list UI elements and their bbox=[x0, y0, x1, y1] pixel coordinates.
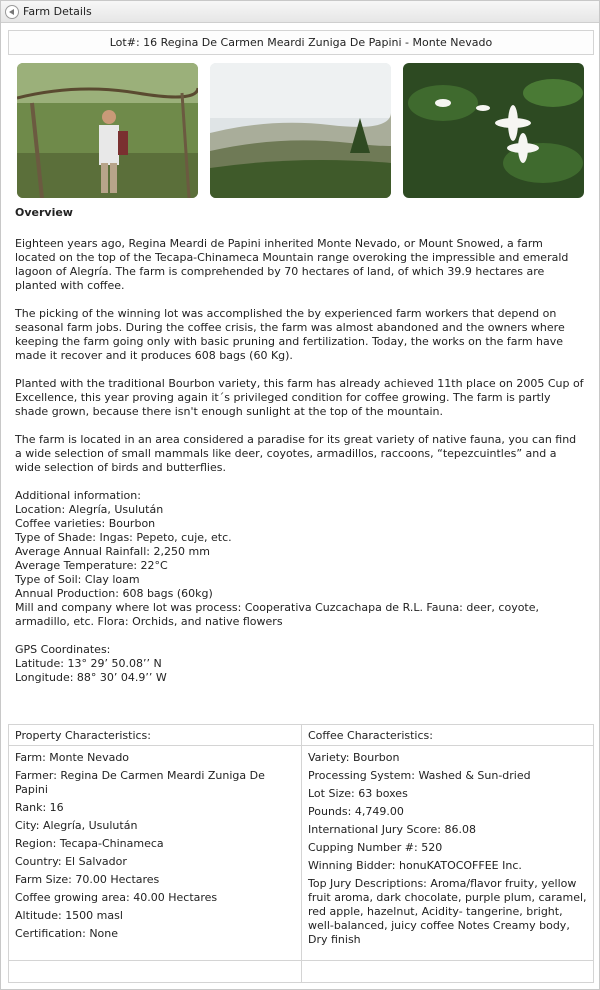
mountain-photo bbox=[210, 63, 391, 198]
coffee-flower-photo bbox=[403, 63, 584, 198]
overview-paragraph: The farm is located in an area considered a paradise for its great variety of native fauna, you can find a wide selection of small mammals like deer, coyotes, armadillos, raccoons, “tepezcuintles” and a wide selection of birds and butterflies. bbox=[15, 433, 577, 474]
gps-line: Latitude: 13° 29’ 50.08’’ N bbox=[15, 657, 162, 670]
additional-info-line: Location: Alegría, Usulután bbox=[15, 503, 164, 516]
additional-info bbox=[15, 489, 585, 601]
overview-section bbox=[15, 206, 585, 685]
additional-info-line: Additional information: bbox=[15, 489, 141, 502]
overview-paragraph: Planted with the traditional Bourbon variety, this farm has already achieved 11th place on 2005 Cup of Excellence, this year proving again it´s privileged condition for coffee growing. The farm is partly shade grown, because there isn't enough sunlight at the top of the mountain. bbox=[15, 377, 584, 418]
overview-heading: Overview bbox=[15, 206, 73, 219]
coffee-row: Processing System: Washed & Sun-dried bbox=[308, 769, 531, 782]
characteristics-table bbox=[8, 724, 594, 983]
overview-paragraph: The picking of the winning lot was accomplished the by experienced farm workers that depend on seasonal farm jobs. During the coffee crisis, the farm was almost abandoned and the owners where keeping the farm going only with basic pruning and fertilization. Today, the works on the farm have made it recover and it produces 608 bags (60 Kg). bbox=[15, 307, 565, 362]
additional-info-line: Average Annual Rainfall: 2,250 mm bbox=[15, 545, 210, 558]
coffee-row: International Jury Score: 86.08 bbox=[308, 823, 476, 836]
table-footer-row bbox=[9, 960, 593, 982]
window-titlebar bbox=[1, 1, 599, 23]
coffee-row: Variety: Bourbon bbox=[308, 751, 400, 764]
overview-paragraph: Eighteen years ago, Regina Meardi de Papini inherited Monte Nevado, or Mount Snowed, a farm located on the top of the Tecapa-Chinameca Mountain range overoking the impressible and emerald lagoon of Alegría. The farm is comprehended by 70 hectares of land, of which 39.9 hectares are planted with coffee. bbox=[15, 237, 569, 292]
coffee-row: Winning Bidder: honuKATOCOFFEE Inc. bbox=[308, 859, 522, 872]
gps-line: Longitude: 88° 30’ 04.9’’ W bbox=[15, 671, 167, 684]
additional-info-line: Type of Soil: Clay loam bbox=[15, 573, 140, 586]
window-title: Farm Details bbox=[23, 5, 92, 18]
coffee-row: Cupping Number #: 520 bbox=[308, 841, 443, 854]
property-row: Country: El Salvador bbox=[15, 855, 127, 868]
property-header: Property Characteristics: bbox=[9, 725, 301, 746]
farmer-photo bbox=[17, 63, 198, 198]
additional-info-line: Coffee varieties: Bourbon bbox=[15, 517, 156, 530]
coffee-header: Coffee Characteristics: bbox=[302, 725, 593, 746]
additional-info-line: Type of Shade: Ingas: Pepeto, cuje, etc. bbox=[15, 531, 232, 544]
collapse-arrow-icon[interactable] bbox=[5, 5, 19, 19]
property-row: Region: Tecapa-Chinameca bbox=[15, 837, 164, 850]
property-row: Farm Size: 70.00 Hectares bbox=[15, 873, 160, 886]
property-row: City: Alegría, Usulután bbox=[15, 819, 138, 832]
property-row: Altitude: 1500 masl bbox=[15, 909, 123, 922]
coffee-row: Top Jury Descriptions: Aroma/flavor fruity, yellow fruit aroma, dark chocolate, purple plum, caramel, red apple, hazelnut, Acidity- tangerine, bright, well-balanced, juicy coffee Notes Creamy body, Dry finish bbox=[308, 877, 587, 946]
coffee-row: Lot Size: 63 boxes bbox=[308, 787, 408, 800]
property-row: Farm: Monte Nevado bbox=[15, 751, 130, 764]
coffee-row: Pounds: 4,749.00 bbox=[308, 805, 404, 818]
property-row: Certification: None bbox=[15, 927, 119, 940]
mill-info: Mill and company where lot was process: Cooperativa Cuzcachapa de R.L. Fauna: deer, coyote, armadillo, etc. Flora: Orchids, and native flowers bbox=[15, 601, 540, 628]
gps-coordinates bbox=[15, 643, 585, 685]
photo-gallery bbox=[17, 63, 587, 199]
lot-title: Lot#: 16 Regina De Carmen Meardi Zuniga De Papini - Monte Nevado bbox=[8, 30, 594, 55]
property-row: Coffee growing area: 40.00 Hectares bbox=[15, 891, 218, 904]
property-characteristics bbox=[9, 725, 302, 982]
property-row: Farmer: Regina De Carmen Meardi Zuniga De Papini bbox=[15, 769, 265, 796]
coffee-characteristics bbox=[302, 725, 593, 982]
additional-info-line: Annual Production: 608 bags (60kg) bbox=[15, 587, 213, 600]
property-row: Rank: 16 bbox=[15, 801, 64, 814]
gps-line: GPS Coordinates: bbox=[15, 643, 111, 656]
additional-info-line: Average Temperature: 22°C bbox=[15, 559, 168, 572]
